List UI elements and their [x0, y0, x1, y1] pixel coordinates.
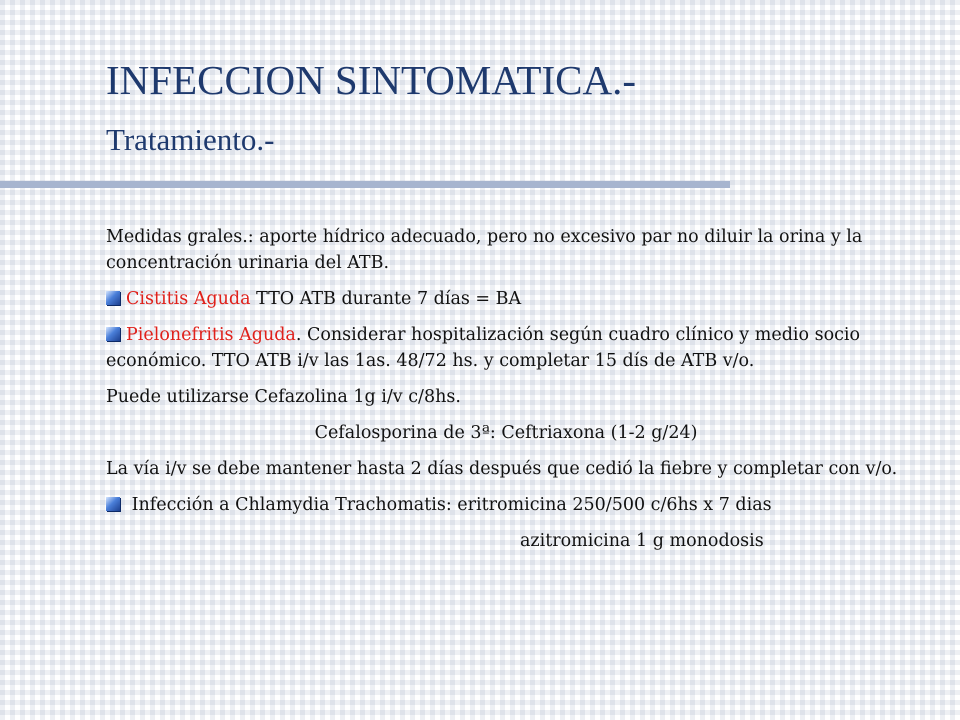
slide-subtitle: Tratamiento.-: [106, 122, 275, 157]
bullet-item-chlamydia: [106, 492, 906, 518]
cistitis-highlight: Cistitis Aguda: [126, 289, 251, 309]
intro-paragraph: Medidas grales.: aporte hídrico adecuado, pero no excesivo par no diluir la orina y la concentración urinaria del ATB.: [106, 227, 863, 273]
cistitis-text: TTO ATB durante 7 días = BA: [250, 289, 522, 309]
slide-body: [106, 224, 906, 564]
cefazolina-line: Puede utilizarse Cefazolina 1g i/v c/8hs.: [106, 387, 461, 407]
blue-square-bullet-icon: [106, 497, 120, 511]
via-iv-paragraph: La vía i/v se debe mantener hasta 2 días después que cedió la fiebre y completar con v/o.: [106, 459, 898, 479]
azitromicina-line: azitromicina 1 g monodosis: [520, 531, 764, 551]
bullet-item-cistitis: [106, 286, 906, 312]
pielonefritis-text: . Considerar hospitalización según cuadro clínico y medio socio económico. TTO ATB i/v las 1as. 48/72 hs. y completar 15 dís de ATB v/o.: [106, 325, 861, 371]
title-divider: [0, 181, 730, 188]
blue-square-bullet-icon: [106, 327, 120, 341]
pielonefritis-highlight: Pielonefritis Aguda: [126, 325, 296, 345]
cefalosporina-line: Cefalosporina de 3ª: Ceftriaxona (1-2 g/24): [314, 423, 698, 443]
chlamydia-text: Infección a Chlamydia Trachomatis: eritromicina 250/500 c/6hs x 7 dias: [126, 495, 772, 515]
slide-title: INFECCION SINTOMATICA.-: [106, 57, 636, 103]
blue-square-bullet-icon: [106, 291, 120, 305]
bullet-item-pielonefritis: [106, 322, 906, 374]
